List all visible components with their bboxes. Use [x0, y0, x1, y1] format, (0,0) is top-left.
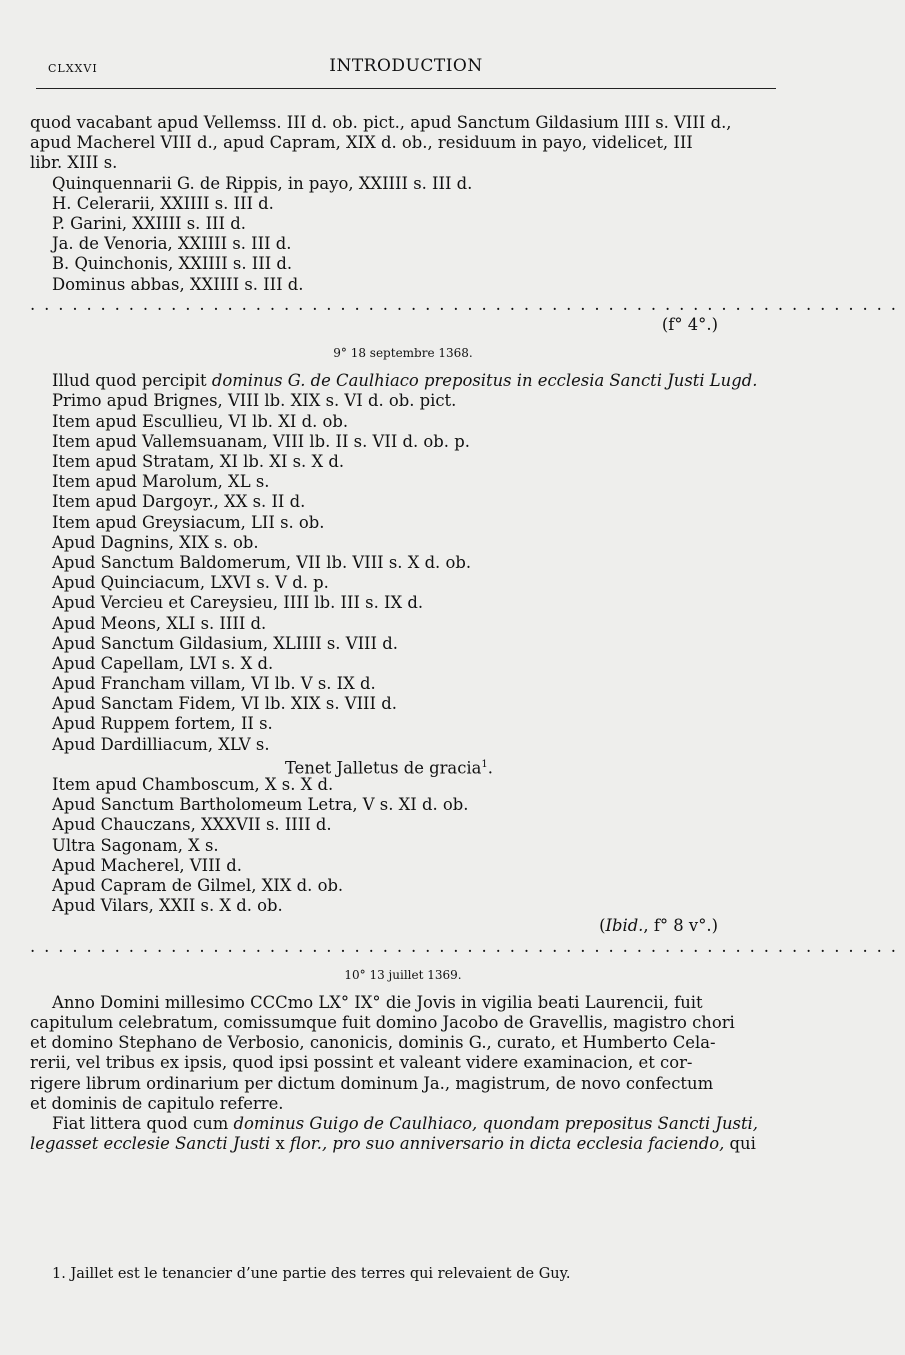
- list-item: Apud Sanctam Fidem, VI lb. XIX s. VIII d.: [52, 694, 397, 714]
- header-rule: [36, 88, 776, 89]
- text-line: capitulum celebratum, comissumque fuit domino Jacobo de Gravellis, magistro chori: [30, 1013, 735, 1033]
- list-item: Apud Capram de Gilmel, XIX d. ob.: [52, 875, 344, 895]
- list-item: Ja. de Venoria, XXIIII s. III d.: [52, 234, 292, 254]
- text-line: Anno Domini millesimo CCCmo LX° IX° die Jovis in vigilia beati Laurencii, fuit: [52, 992, 703, 1012]
- section-heading-10: 10° 13 juillet 1369.: [344, 967, 462, 982]
- list-item: Primo apud Brignes, VIII lb. XIX s. VI d. ob. pict.: [52, 391, 457, 411]
- qui-text: qui: [724, 1134, 756, 1154]
- list-item: Apud Francham villam, VI lb. V s. IX d.: [52, 674, 376, 694]
- fiat-paragraph: [30, 1114, 776, 1154]
- section-heading-9: 9° 18 septembre 1368.: [333, 346, 473, 361]
- text-line: libr. XIII s.: [30, 153, 118, 173]
- text-line: et domino Stephano de Verbosio, canonicis, dominis G., curato, et Humberto Cela-: [30, 1033, 716, 1053]
- list-item: Item apud Stratam, XI lb. XI s. X d.: [52, 452, 345, 471]
- list-item: Apud Meons, XLI s. IIII d.: [52, 613, 267, 633]
- text-line: apud Macherel VIII d., apud Capram, XIX d. ob., residuum in payo, videlicet, III: [30, 133, 693, 153]
- fiat-text: Fiat littera quod cum: [52, 1114, 234, 1133]
- list-item: Apud Sanctum Bartholomeum Letra, V s. XI d. ob.: [52, 795, 469, 815]
- folio-reference: (f° 4°.): [661, 314, 718, 334]
- list-item: Apud Ruppem fortem, II s.: [52, 714, 273, 734]
- illud-line: [30, 371, 776, 391]
- list-item: Apud Dagnins, XIX s. ob.: [52, 532, 259, 552]
- flor-italic: flor., pro suo anniversario in dicta ecclesia faciendo,: [284, 1134, 725, 1154]
- list-item: Item apud Marolum, XL s.: [52, 472, 270, 492]
- text-line: quod vacabant apud Vellemss. III d. ob. pict., apud Sanctum Gildasium IIII s. VIII d.,: [30, 113, 732, 132]
- list-item: Quinquennarii G. de Rippis, in payo, XXIIII s. III d.: [52, 173, 473, 193]
- list-item: Item apud Greysiacum, LII s. ob.: [52, 512, 325, 532]
- list-item: Apud Vercieu et Careysieu, IIII lb. III s. IX d.: [52, 593, 424, 613]
- list-item: Item apud Dargoyr., XX s. II d.: [52, 492, 306, 512]
- footnote-marker: 1: [481, 758, 488, 770]
- page-header: [36, 56, 776, 86]
- text-line: rerii, vel tribus ex ipsis, quod ipsi possint et valeant videre examinacion, et cor-: [30, 1053, 693, 1073]
- page-body: [30, 113, 905, 1154]
- list-item: Apud Quinciacum, LXVI s. V d. p.: [52, 573, 329, 593]
- list-item: H. Celerarii, XXIIII s. III d.: [52, 193, 274, 213]
- illud-italic: dominus G. de Caulhiaco prepositus in ecclesia Sancti Justi Lugd.: [211, 371, 758, 391]
- illud-text: Illud quod percipit: [52, 371, 212, 391]
- list-item: Apud Sanctum Gildasium, XLIIII s. VIII d.: [52, 633, 398, 653]
- ref-open: (: [599, 916, 606, 936]
- list-item: Apud Macherel, VIII d.: [52, 855, 242, 875]
- revenue-list: [30, 391, 776, 754]
- tenet-line: Tenet Jalletus de gracia$^1$.: [285, 758, 493, 778]
- list-item: Item apud Escullieu, VI lb. XI d. ob.: [52, 411, 349, 431]
- list-item: P. Garini, XXIIII s. III d.: [52, 213, 246, 233]
- footnote: 1. Jaillet est le tenancier d’une partie des terres qui relevaient de Guy.: [52, 1266, 571, 1282]
- fiat-italic: dominus Guigo de Caulhiaco, quondam prepositus Sancti Justi,: [233, 1114, 759, 1133]
- list-item: Apud Vilars, XXII s. X d. ob.: [52, 896, 283, 916]
- text-line: [30, 1114, 776, 1134]
- list-item: Apud Capellam, LVI s. X d.: [52, 653, 274, 673]
- list-item: Apud Chauczans, XXXVII s. IIII d.: [52, 815, 332, 835]
- list-item: B. Quinchonis, XXIIII s. III d.: [52, 254, 293, 274]
- opening-paragraph: [30, 113, 776, 174]
- running-title: INTRODUCTION: [329, 56, 483, 76]
- text-line: [30, 1134, 776, 1154]
- ref-rest: , f° 8 v°.): [643, 916, 718, 936]
- chamboscum-list: [30, 775, 776, 916]
- anno-paragraph: [30, 993, 776, 1114]
- ellipsis-row: ..............................................................: [30, 294, 905, 314]
- list-item: Apud Dardilliacum, XLV s.: [52, 734, 270, 754]
- text-line: rigere librum ordinarium per dictum dominum Ja., magistrum, de novo confectum: [30, 1073, 714, 1093]
- folio-number: CLXXVI: [48, 62, 98, 75]
- text-line: et dominis de capitulo referre.: [30, 1093, 284, 1113]
- list-item: Item apud Chamboscum, X s. X d.: [52, 775, 334, 794]
- list-item: Dominus abbas, XXIIII s. III d.: [52, 274, 304, 294]
- list-item: Apud Sanctum Baldomerum, VII lb. VIII s. X d. ob.: [52, 552, 472, 572]
- numeral-x: x: [275, 1134, 285, 1154]
- ref-ibid: Ibid.: [605, 916, 644, 936]
- ibid-reference: [30, 916, 776, 936]
- tenet-text: Tenet Jalletus de gracia: [285, 758, 482, 778]
- list-item: Ultra Sagonam, X s.: [52, 835, 219, 855]
- legasset-italic: legasset ecclesie Sancti Justi: [30, 1134, 276, 1154]
- quinquennarii-list: [30, 174, 776, 295]
- ellipsis-row-2: ..............................................................: [30, 936, 905, 956]
- list-item: Item apud Vallemsuanam, VIII lb. II s. VII d. ob. p.: [52, 431, 470, 451]
